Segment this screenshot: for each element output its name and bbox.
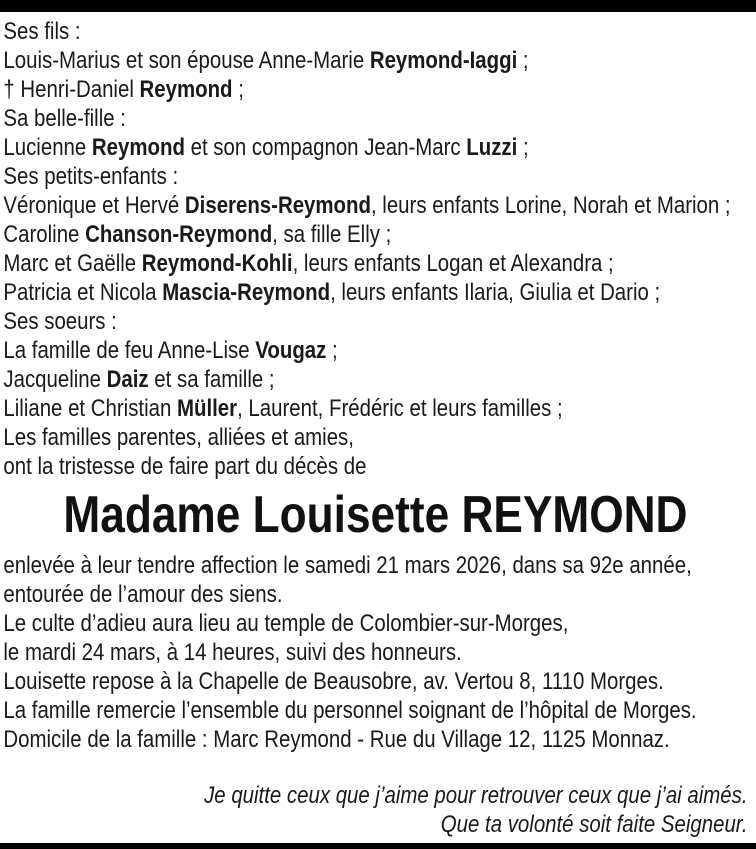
plain-text: Sa belle-fille : [3,105,126,132]
plain-text: Véronique et Hervé [3,192,185,219]
family-line [3,104,747,133]
surname-bold-text: Chanson-Reymond [85,221,273,248]
surname-bold-text: Reymond [91,134,185,161]
family-line [3,365,747,394]
family-line [3,278,747,307]
plain-text: Liliane et Christian [3,395,177,422]
family-line [3,133,747,162]
surname-bold-text: Reymond-Kohli [141,250,293,277]
plain-text: , leurs enfants Lorine, Norah et Marion ; [370,192,731,219]
plain-text: ont la tristesse de faire part du décès de [3,453,367,480]
detail-line: Le culte d’adieu aura lieu au temple de Colombier-sur-Morges, [3,610,569,637]
family-line [3,452,747,481]
surname-bold-text: Reymond [139,76,233,103]
detail-line: Louisette repose à la Chapelle de Beausobre, av. Vertou 8, 1110 Morges. [3,668,664,695]
family-line [3,249,747,278]
plain-text: Ses soeurs : [3,308,117,335]
plain-text: et sa famille ; [148,366,275,393]
plain-text: ; [517,47,529,74]
family-line [3,75,747,104]
family-line [3,423,747,452]
plain-text: Les familles parentes, alliées et amies, [3,424,354,451]
family-line [3,307,747,336]
plain-text: , sa fille Elly ; [272,221,392,248]
detail-line: La famille remercie l’ensemble du personnel soignant de l’hôpital de Morges. [3,697,697,724]
detail-line: entourée de l’amour des siens. [3,581,283,608]
surname-bold-text: Müller [176,395,238,422]
bottom-rule [0,843,756,849]
plain-text: , Laurent, Frédéric et leurs familles ; [237,395,563,422]
farewell-quote [3,781,747,839]
plain-text: Marc et Gaëlle [3,250,142,277]
family-line [3,220,747,249]
top-rule [0,0,756,12]
plain-text: La famille de feu Anne-Lise [3,337,256,364]
plain-text: Ses petits-enfants : [3,163,179,190]
quote-line: Que ta volonté soit faite Seigneur. [440,811,748,838]
surname-bold-text: Mascia-Reymond [162,279,331,306]
family-line [3,336,747,365]
surname-bold-text: Daiz [106,366,149,393]
family-line [3,46,747,75]
plain-text: ; [326,337,338,364]
family-line [3,17,747,46]
surname-bold-text: Reymond-Iaggi [369,47,518,74]
plain-text: et son compagnon Jean-Marc [184,134,467,161]
detail-line: enlevée à leur tendre affection le samedi 21 mars 2026, dans sa 92e année, [3,552,692,579]
family-line [3,191,747,220]
surname-bold-text: Diserens-Reymond [184,192,371,219]
details-list [3,551,747,754]
quote-line: Je quitte ceux que j’aime pour retrouver ceux que j’ai aimés. [204,782,748,809]
plain-text: Caroline [3,221,86,248]
family-line [3,394,747,423]
plain-text: , leurs enfants Ilaria, Giulia et Dario ; [330,279,661,306]
detail-line: le mardi 24 mars, à 14 heures, suivi des honneurs. [3,639,462,666]
plain-text: Louis-Marius et son épouse Anne-Marie [3,47,370,74]
detail-line: Domicile de la famille : Marc Reymond - Rue du Village 12, 1125 Monnaz. [3,726,670,753]
family-line [3,162,747,191]
family-list [3,17,747,481]
notice-content [0,12,756,839]
deceased-name-title: Madame Louisette REYMOND [63,486,688,544]
surname-bold-text: Vougaz [255,337,327,364]
plain-text: Ses fils : [3,18,81,45]
plain-text: ; [517,134,529,161]
plain-text: , leurs enfants Logan et Alexandra ; [292,250,614,277]
plain-text: ; [232,76,244,103]
plain-text: † Henri-Daniel [3,76,140,103]
plain-text: Jacqueline [3,366,107,393]
plain-text: Patricia et Nicola [3,279,163,306]
surname-bold-text: Luzzi [466,134,518,161]
plain-text: Lucienne [3,134,92,161]
